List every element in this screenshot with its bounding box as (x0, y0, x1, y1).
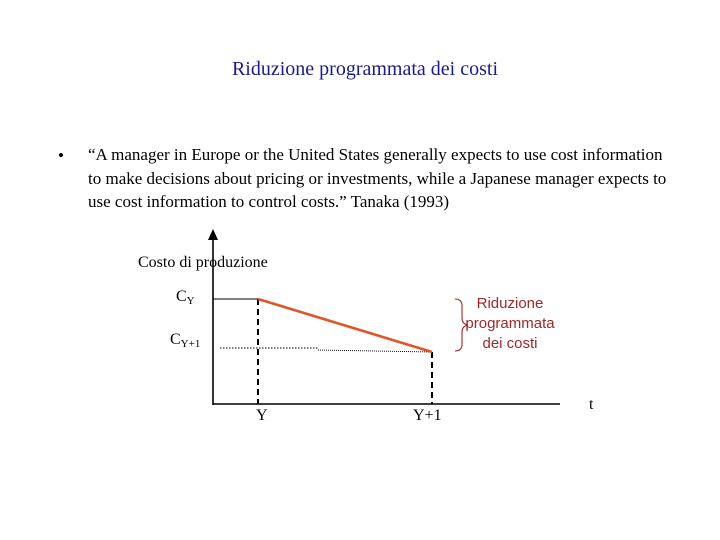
y-axis-label: Costo di produzione (138, 254, 268, 271)
cost-y1-reference-line-right (318, 350, 432, 352)
tick-label-y1: Y+1 (413, 407, 442, 424)
quote-text: “A manager in Europe or the United States generally expects to use cost information to make decisions about pricing or investments, while a Japanese manager expects to use cost information to control costs.” Tanaka (1993) (88, 145, 667, 211)
x-axis-label: t (589, 396, 594, 413)
cost-y1-label: $C_{Y+1}$ (170, 331, 201, 350)
cost-reduction-line (258, 299, 432, 352)
slide-title: Riduzione programmata dei costi (231, 58, 499, 80)
tick-label-y: Y (256, 407, 268, 424)
reduction-annotation: Riduzione programmata dei costi (465, 295, 555, 352)
cost-y-label: $C_Y$ (176, 288, 195, 307)
bullet-marker: • (58, 146, 64, 165)
y-axis-arrowhead (208, 229, 218, 240)
